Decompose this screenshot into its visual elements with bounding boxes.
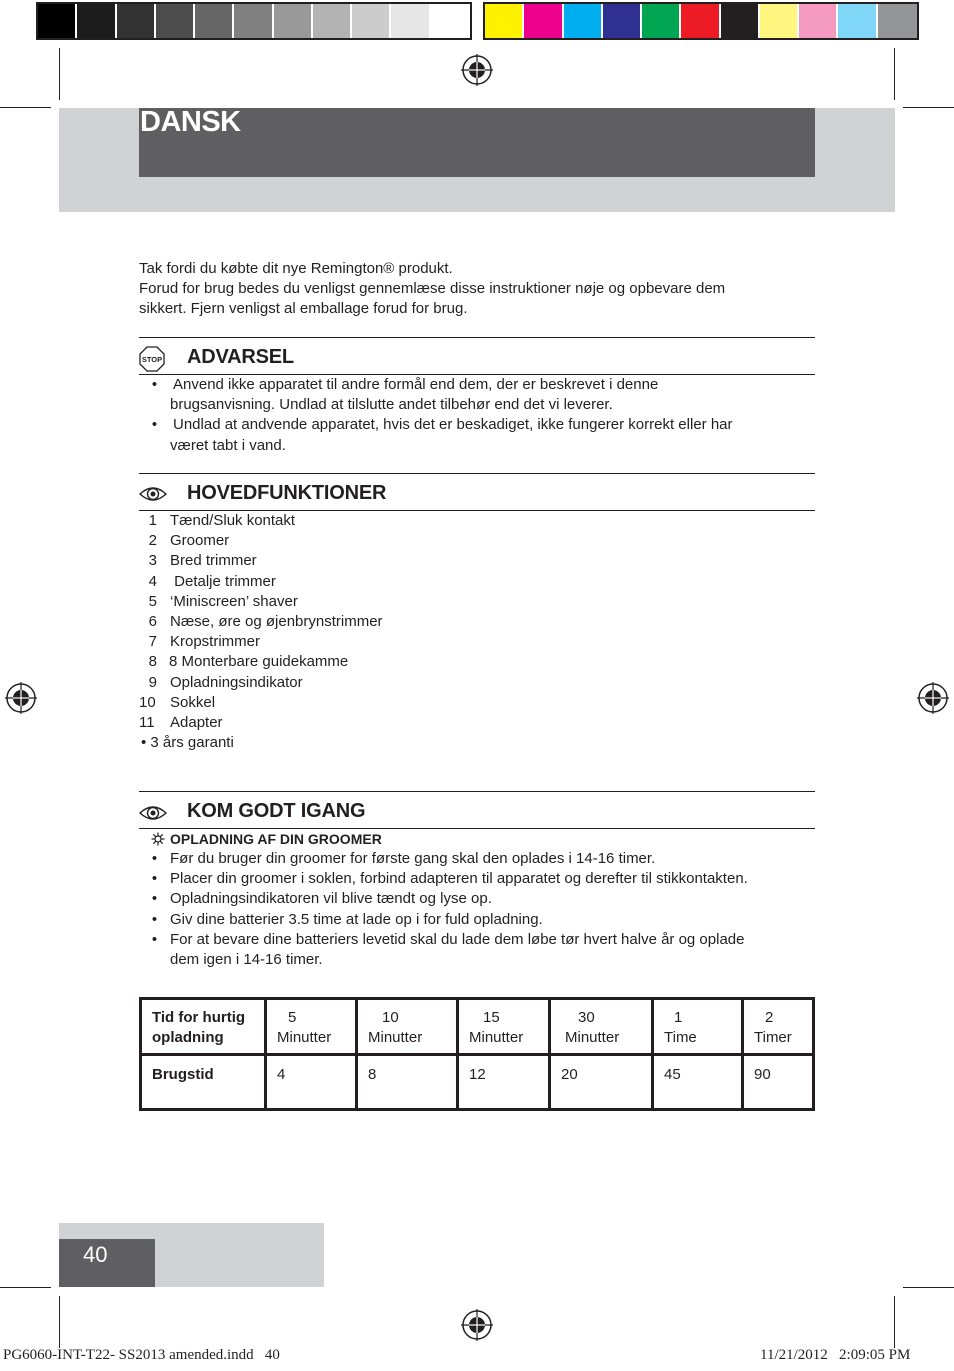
table-cell-unit: Time	[664, 1029, 697, 1046]
list-item	[139, 531, 383, 551]
table-cell-unit: Minutter	[469, 1029, 524, 1046]
crop-mark	[894, 1296, 895, 1348]
color-swatch	[838, 4, 877, 38]
list-item-line: dem igen i 14-16 timer.	[170, 951, 323, 969]
table-cell	[550, 1055, 653, 1110]
footer-timestamp: 11/21/2012 2:09:05 PM	[760, 1347, 911, 1363]
getting-started-section-title: KOM GODT IGANG	[187, 800, 366, 822]
list-item	[139, 693, 383, 713]
bullet: •	[151, 416, 158, 434]
bullet: •	[151, 850, 158, 867]
item-number: 8	[148, 653, 157, 671]
list-item	[139, 652, 383, 672]
table-cell-value: 15	[483, 1009, 500, 1026]
color-swatch	[878, 4, 917, 38]
color-swatch	[274, 4, 313, 38]
item-number: 3	[148, 552, 157, 570]
charging-list	[139, 849, 819, 970]
list-item-line: været tabt i vand.	[170, 436, 286, 454]
charging-subtitle: OPLADNING AF DIN GROOMER	[170, 831, 382, 847]
registration-mark-icon	[916, 681, 950, 715]
color-swatch	[313, 4, 352, 38]
item-number: 1	[148, 512, 157, 529]
list-item-line: Før du bruger din groomer for første gang skal den oplades i 14-16 timer.	[170, 850, 656, 867]
item-number: 4	[148, 572, 157, 590]
warning-section-title: ADVARSEL	[187, 346, 294, 368]
table-row-header	[141, 1055, 266, 1110]
item-number: 6	[148, 613, 157, 631]
color-swatch	[77, 4, 116, 38]
registration-mark-icon	[4, 681, 38, 715]
color-swatch	[234, 4, 273, 38]
charge-table	[139, 997, 815, 1111]
table-cell-value: 8	[368, 1066, 377, 1083]
table-cell	[550, 999, 653, 1055]
item-number: 10	[139, 693, 156, 711]
table-cell	[743, 999, 814, 1055]
list-item	[139, 415, 819, 455]
list-item-line: Undlad at andvende apparatet, hvis det er beskadiget, ikke fungerer korrekt eller har	[173, 416, 733, 434]
list-item	[139, 910, 819, 930]
gray-color-bar	[36, 2, 472, 40]
intro-line: sikkert. Fjern venligst al emballage forud for brug.	[139, 300, 468, 318]
item-text: Detalje trimmer	[170, 572, 276, 590]
list-item-line: Placer din groomer i soklen, forbind adapteren til apparatet og derefter til stikkontakten.	[170, 870, 748, 888]
bullet: •	[151, 890, 158, 908]
table-cell	[357, 999, 458, 1055]
section-rule-top	[139, 473, 815, 474]
list-item	[139, 869, 819, 889]
crop-mark	[894, 48, 895, 100]
list-item-line: brugsanvisning. Undlad at tilslutte andet tilbehør end det vi leverer.	[170, 396, 613, 414]
table-cell-unit: Minutter	[368, 1029, 423, 1046]
crop-mark	[903, 1287, 954, 1288]
table-row	[141, 1055, 814, 1110]
registration-mark-icon	[460, 1308, 494, 1342]
features-list	[139, 511, 383, 753]
page-title: DANSK	[140, 106, 241, 138]
crop-mark	[59, 48, 60, 100]
eye-icon	[139, 485, 167, 503]
bullet: •	[151, 910, 158, 928]
table-row	[141, 999, 814, 1055]
list-item-line: For at bevare dine batteriers levetid skal du lade dem løbe tør hvert halve år og oplade	[170, 930, 745, 948]
list-item	[139, 849, 819, 869]
color-swatch	[38, 4, 77, 38]
item-number: 9	[148, 673, 157, 691]
table-cell-value: 12	[469, 1066, 486, 1083]
color-swatch	[564, 4, 603, 38]
item-text: Kropstrimmer	[170, 633, 261, 651]
item-text: Groomer	[170, 532, 230, 550]
item-text: Bred trimmer	[170, 552, 257, 570]
features-section-title: HOVEDFUNKTIONER	[187, 482, 387, 504]
table-cell	[743, 1055, 814, 1110]
intro-line: Tak fordi du købte dit nye Remington® produkt.	[139, 260, 453, 277]
list-item	[139, 592, 383, 612]
list-item	[139, 889, 819, 909]
process-color-bar	[483, 2, 919, 40]
color-swatch	[352, 4, 391, 38]
warranty-note	[139, 733, 383, 753]
page-number: 40	[83, 1242, 108, 1267]
color-swatch	[485, 4, 524, 38]
table-cell-value: 45	[664, 1066, 681, 1083]
list-item	[139, 930, 819, 970]
table-cell-value: 90	[754, 1066, 771, 1083]
crop-mark	[0, 107, 51, 108]
list-item	[139, 551, 383, 571]
section-rule-top	[139, 337, 815, 338]
item-text: Tænd/Sluk kontakt	[170, 512, 296, 529]
bullet: •	[151, 376, 158, 393]
table-cell	[357, 1055, 458, 1110]
color-swatch	[431, 4, 470, 38]
crop-mark	[0, 1287, 51, 1288]
item-text: 8 Monterbare guidekamme	[169, 653, 349, 671]
color-swatch	[681, 4, 720, 38]
table-cell	[653, 1055, 743, 1110]
stop-icon	[139, 346, 165, 372]
table-cell-text: Tid for hurtig opladning	[152, 1009, 246, 1046]
color-swatch	[642, 4, 681, 38]
color-swatch	[117, 4, 156, 38]
item-number: 11	[139, 714, 155, 732]
table-cell-unit: Timer	[754, 1029, 792, 1046]
color-swatch	[799, 4, 838, 38]
table-cell-text: Brugstid	[152, 1066, 214, 1083]
footer-file-info: PG6060-INT-T22- SS2013 amended.indd 40	[3, 1347, 280, 1363]
table-cell-value: 10	[382, 1009, 399, 1026]
table-cell	[458, 999, 550, 1055]
table-cell-unit: Minutter	[565, 1029, 620, 1046]
eye-icon	[139, 804, 167, 822]
color-swatch	[391, 4, 430, 38]
item-number: 5	[148, 592, 157, 610]
list-item	[139, 713, 383, 733]
color-swatch	[156, 4, 195, 38]
intro-text	[139, 259, 819, 320]
table-cell-value: 2	[765, 1009, 774, 1026]
table-cell-value: 5	[288, 1009, 297, 1026]
warning-list	[139, 375, 819, 456]
list-item-line: Giv dine batterier 3.5 time at lade op i for fuld opladning.	[170, 910, 543, 928]
color-swatch	[603, 4, 642, 38]
list-item	[139, 375, 819, 415]
list-item-line: Opladningsindikatoren vil blive tændt og lyse op.	[170, 890, 492, 908]
table-cell-value: 4	[277, 1066, 286, 1083]
list-item	[139, 511, 383, 531]
bullet: •	[151, 870, 158, 888]
section-rule-top	[139, 791, 815, 792]
table-row-header	[141, 999, 266, 1055]
color-swatch	[721, 4, 760, 38]
table-cell	[266, 1055, 357, 1110]
item-text: ‘Miniscreen’ shaver	[170, 592, 298, 610]
table-cell	[266, 999, 357, 1055]
registration-mark-icon	[460, 53, 494, 87]
table-cell-unit: Minutter	[277, 1029, 332, 1046]
color-swatch	[195, 4, 234, 38]
sun-icon	[151, 832, 165, 846]
intro-line: Forud for brug bedes du venligst gennemlæse disse instruktioner nøje og opbevare dem	[139, 280, 726, 298]
color-swatch	[524, 4, 563, 38]
bullet: •	[151, 930, 158, 948]
stop-icon-label: STOP	[141, 355, 163, 364]
table-cell-value: 1	[674, 1009, 683, 1026]
table-cell-value: 20	[561, 1066, 578, 1083]
list-item-line: Anvend ikke apparatet til andre formål end dem, der er beskrevet i denne	[173, 376, 659, 393]
item-text: Næse, øre og øjenbrynstrimmer	[170, 613, 383, 631]
table-cell-value: 30	[578, 1009, 595, 1026]
crop-mark	[59, 1296, 60, 1348]
color-swatch	[760, 4, 799, 38]
table-cell	[458, 1055, 550, 1110]
crop-mark	[903, 107, 954, 108]
item-number: 2	[148, 532, 157, 550]
item-number: 7	[148, 633, 157, 651]
item-text: Adapter	[170, 714, 223, 732]
list-item	[139, 572, 383, 592]
item-text: Sokkel	[170, 693, 216, 711]
item-text: Opladningsindikator	[170, 673, 303, 691]
list-item	[139, 673, 383, 693]
warranty-text: • 3 års garanti	[141, 734, 234, 752]
table-cell	[653, 999, 743, 1055]
list-item	[139, 632, 383, 652]
list-item	[139, 612, 383, 632]
